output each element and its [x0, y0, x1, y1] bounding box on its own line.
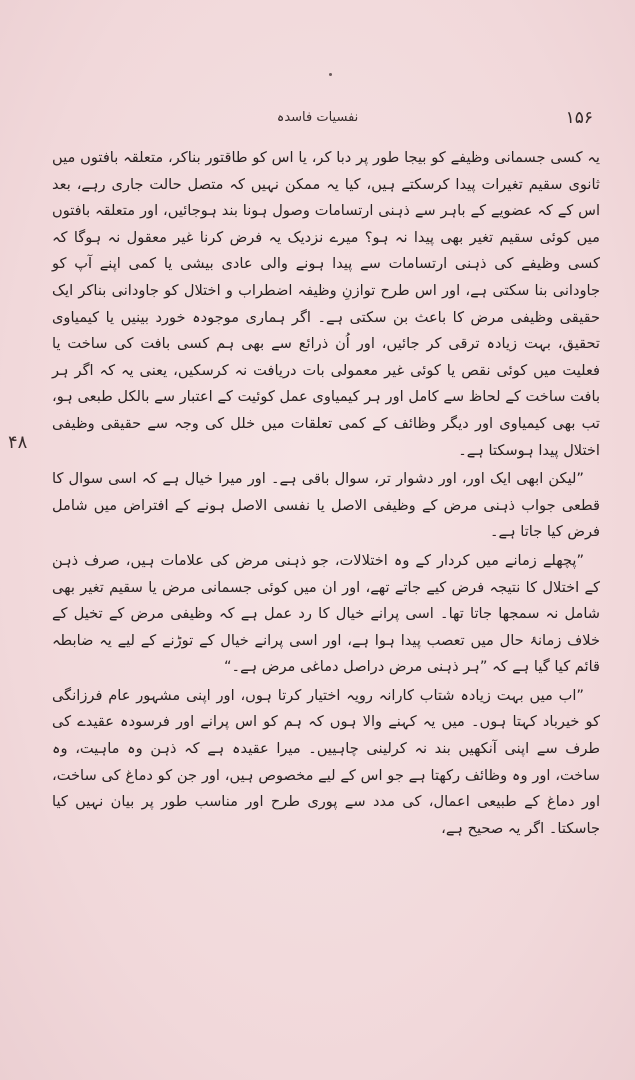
page-header: [0, 108, 635, 134]
paragraph: یہ کسی جسمانی وظیفے کو بیجا طور پر دبا کر، یا اس کو طاقتور بناکر، متعلقہ بافتوں میں ثانوی سقیم تغیرات پیدا کرسکتے ہیں، کیا یہ ممکن نہیں کہ متصل حالت جاری رہے، بعد اس کے کہ عضویے کے باہر سے ذہنی ارتسامات وصول ہونا بند ہوجائیں، اور متعلقہ بافتوں میں کوئی سقیم تغیر بھی پیدا نہ ہو؟ میرے نزدیک یہ فرض کرنا غیر معقول نہ ہوگا کہ کسی وظیفے کی ذہنی ارتسامات سے پیدا ہونے والی عادی بیشی یا کمی اپنے آپ کو جاودانی بنا سکتی ہے، اور اس طرح توازنِ وظیفہ اضطراب و اختلال کو جاودانی بناکر ایک حقیقی وظیفی مرض کا باعث بن سکتی ہے۔ اگر ہماری موجودہ خورد بینیں یا کیمیاوی تحقیق، بہت زیادہ ترقی کر جائیں، اور اُن ذرائع سے بھی ہم کسی بافت کی ساخت یا فعلیت میں کوئی نقص یا کوئی غیر معمولی بات دریافت نہ کرسکیں، یعنی یہ کہ اگر ہر بافت ساخت کے لحاظ سے کامل اور ہر کیمیاوی عمل کوئیت کے اعتبار سے بالکل طبعی ہو، تب بھی کیمیاوی اور دیگر وظائف کے کمی تعلقات میں خلل کی وجہ سے حقیقی وظیفی اختلال پیدا ہوسکتا ہے۔: [52, 149, 600, 459]
paragraph: ”اب میں بہت زیادہ شتاب کارانہ رویہ اختیار کرتا ہوں، اور اپنی مشہور عام فرزانگی کو خیرباد کہتا ہوں۔ میں یہ کہنے والا ہوں کہ ہم کو اس پرانے اور فرسودہ عقیدے کی طرف سے اپنی آنکھیں بند نہ کرلینی چاہییں۔ میرا عقیدہ ہے کہ ذہن وہ ماہیت، وہ ساخت، اور وہ وظائف رکھتا ہے جو اس کے لیے مخصوص ہیں، اور جن کو دماغ کی ساخت، اور دماغ کے طبیعی اعمال، کی مدد سے پوری طرح اور مناسب طور پر بیان نہیں کیا جاسکتا۔ اگر یہ صحیح ہے،: [52, 686, 600, 837]
running-head: نفسیات فاسدہ: [276, 110, 359, 125]
page-mark: [329, 73, 332, 76]
margin-note: ۴۸: [8, 432, 28, 453]
paragraph: ”پچھلے زمانے میں کردار کے وہ اختلالات، جو ذہنی مرض کی علامات ہیں، صرف ذہن کے اختلال کا نتیجہ فرض کیے جاتے تھے، اور ان میں کوئی جسمانی مرض یا سقیم تغیر بھی شامل نہ سمجھا جاتا تھا۔ اسی پرانے خیال کا رد عمل ہے کہ وظیفی مرض کے تخیل کے خلاف زمانۂ حال میں تعصب پیدا ہوا ہے، اور اسی پرانے خیال کے توڑنے کے لیے یہ ضابطہ قائم کیا گیا ہے کہ ”ہر ذہنی مرض دراصل دماغی مرض ہے۔“: [52, 551, 600, 676]
body-text: [52, 145, 600, 842]
paragraph: ”لیکن ابھی ایک اور، اور دشوار تر، سوال باقی ہے۔ اور میرا خیال ہے کہ اسی سوال کا قطعی جواب ذہنی مرض کے وظیفی الاصل یا نفسی الاصل ہونے کے افتراض میں شامل فرض کیا جاتا ہے۔: [52, 470, 600, 541]
page-number: ۱۵۶: [565, 108, 593, 128]
